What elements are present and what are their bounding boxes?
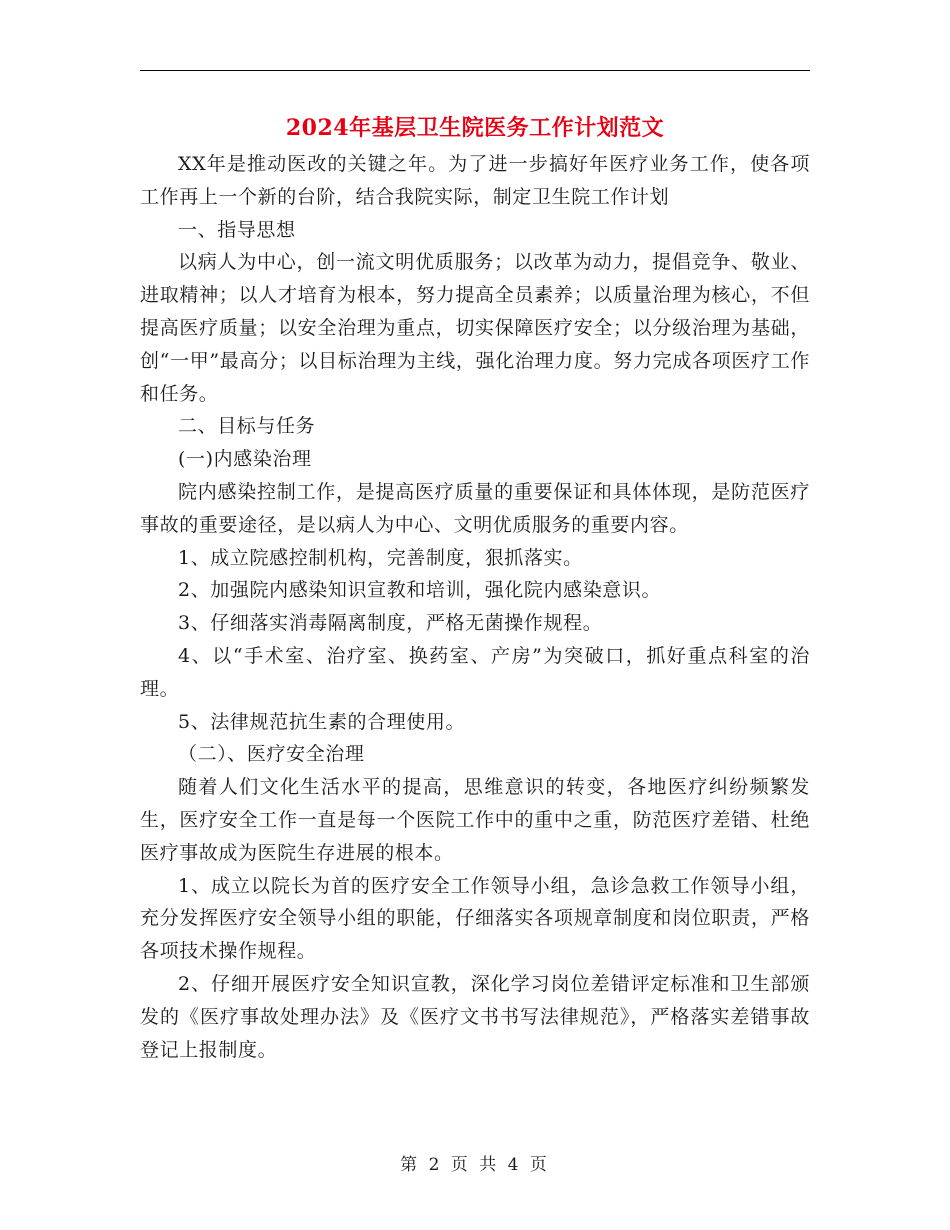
list-item: 1、成立以院长为首的医疗安全工作领导小组，急诊急救工作领导小组，充分发挥医疗安全领导小组的职能，仔细落实各项规章制度和岗位职责，严格各项技术操作规程。 bbox=[140, 874, 810, 963]
paragraph-guiding-thought: 以病人为中心，创一流文明优质服务；以改革为动力，提倡竞争、敬业、进取精神；以人才培育为根本，努力提高全员素养；以质量治理为核心，不但提高医疗质量；以安全治理为重点，切实保障医疗安全；以分级治理为基础，创“一甲”最高分；以目标治理为主线，强化治理力度。努力完成各项医疗工作和任务。 bbox=[140, 251, 810, 405]
list-item: 2、仔细开展医疗安全知识宣教，深化学习岗位差错评定标准和卫生部颁发的《医疗事故处理办法》及《医疗文书书写法律规范》，严格落实差错事故登记上报制度。 bbox=[140, 972, 810, 1061]
list-item: 1、成立院感控制机构，完善制度，狠抓落实。 bbox=[178, 546, 583, 569]
document-title: 2024年基层卫生院医务工作计划范文 bbox=[285, 115, 665, 141]
list-item: 4、以“手术室、治疗室、换药室、产房”为突破口，抓好重点科室的治理。 bbox=[140, 644, 810, 700]
page-number: 第 2 页 共 4 页 bbox=[400, 1155, 550, 1175]
subheading-infection-control: (一)内感染治理 bbox=[178, 448, 312, 471]
subheading-medical-safety: （二）、医疗安全治理 bbox=[178, 743, 365, 766]
list-item: 2、加强院内感染知识宣教和培训，强化院内感染意识。 bbox=[178, 579, 662, 602]
paragraph-medical-safety: 随着人们文化生活水平的提高，思维意识的转变，各地医疗纠纷频繁发生，医疗安全工作一直是每一个医院工作中的重中之重，防范医疗差错、杜绝医疗事故成为医院生存进展的根本。 bbox=[140, 776, 810, 864]
list-item: 3、仔细落实消毒隔离制度，严格无菌操作规程。 bbox=[178, 612, 603, 635]
header-rule bbox=[140, 70, 810, 71]
paragraph-intro: XX年是推动医改的关键之年。为了进一步搞好年医疗业务工作，使各项工作再上一个新的台阶，结合我院实际，制定卫生院工作计划 bbox=[140, 153, 810, 208]
paragraph-infection-control: 院内感染控制工作，是提高医疗质量的重要保证和具体体现，是防范医疗事故的重要途径，是以病人为中心、文明优质服务的重要内容。 bbox=[140, 480, 810, 536]
heading-guiding-thought: 一、指导思想 bbox=[178, 218, 296, 241]
list-item: 5、法律规范抗生素的合理使用。 bbox=[178, 710, 466, 733]
document-body bbox=[140, 148, 810, 1066]
heading-goals-tasks: 二、目标与任务 bbox=[178, 415, 316, 438]
